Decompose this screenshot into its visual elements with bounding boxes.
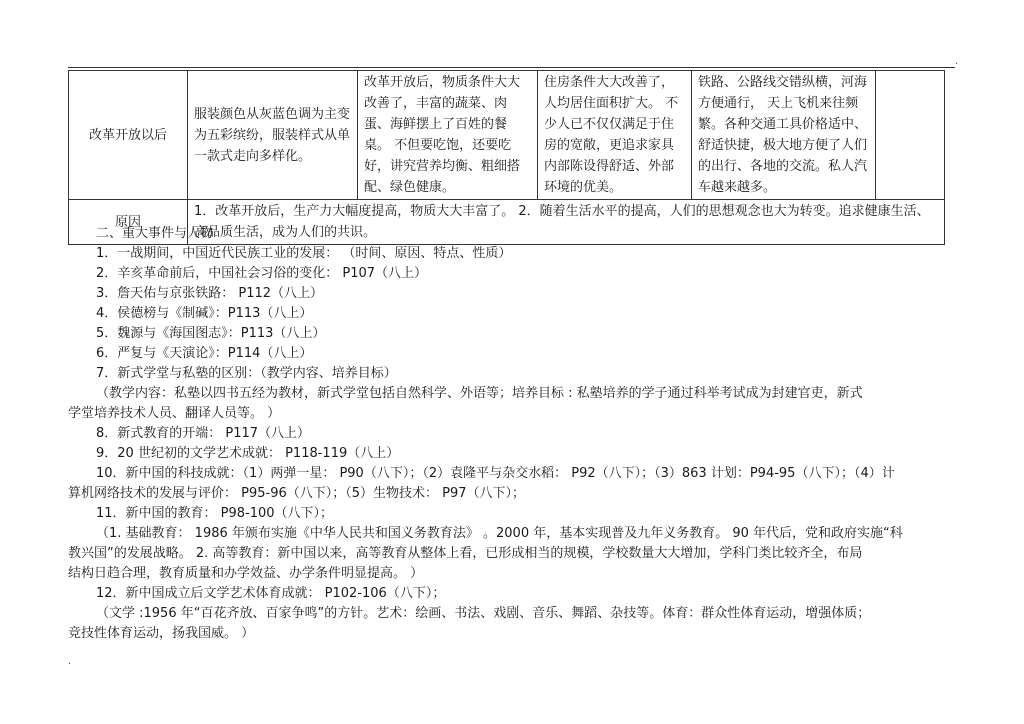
list-item: 7．新式学堂与私塾的区别：（教学内容、培养目标） bbox=[96, 366, 397, 381]
list-item: 4．侯德榜与《制碱》：P113（八上） bbox=[96, 306, 313, 321]
item7-detail-line1: （教学内容：私塾以四书五经为教材，新式学堂包括自然科学、外语等；培养目标 : 私塾培养的学子通过科举考试成为封建官吏，新式 bbox=[96, 386, 863, 401]
item10-line2: 算机网络技术的发展与评价： P95-96（八下）；（5）生物技术： P97（八下）； bbox=[68, 486, 526, 501]
events-section bbox=[68, 224, 958, 644]
cell-clothing: 服装颜色从灰蓝色调为主变为五彩缤纷，服装样式从单一款式走向多样化。 bbox=[188, 71, 358, 200]
cell-food: 改革开放后，物质条件大大改善了，丰富的蔬菜、肉蛋、海鲜摆上了百姓的餐桌。 不但要吃饱，还要吃好，讲究营养均衡、粗细搭配、绿色健康。 bbox=[358, 71, 538, 200]
row-label-reason: 原因 bbox=[69, 200, 188, 245]
item12-detail-line1: （文学 :1956 年“百花齐放、百家争鸣”的方针。艺术：绘画、书法、戏剧、音乐、舞蹈、杂技等。体育：群众性体育运动，增强体质； bbox=[96, 606, 871, 621]
cell-housing: 住房条件大大改善了，人均居住面积扩大。 不少人已不仅仅满足于住房的宽敞，更追求家具内部陈设得舒适、外部环境的优美。 bbox=[538, 71, 692, 200]
corner-dot-bottom: . bbox=[68, 656, 72, 667]
list-item: 12．新中国成立后文学艺术体育成就： P102-106（八下）； bbox=[96, 586, 446, 601]
item7-detail-line2: 学堂培养技术人员、翻译人员等。 ） bbox=[68, 406, 281, 421]
item10-line1: 10．新中国的科技成就：（1）两弹一星： P90（八下）；（2）袁隆平与杂交水稻： P92（八下）；（3）863 计划：P94-95（八下）；（4）计 bbox=[96, 466, 895, 481]
header-rule bbox=[68, 67, 955, 68]
list-item: 1．一战期间，中国近代民族工业的发展： （时间、原因、特点、性质） bbox=[96, 246, 512, 261]
item12-detail-line2: 竞技性体育运动，扬我国威。 ） bbox=[68, 626, 255, 641]
list-item: 8．新式教育的开端： P117（八上） bbox=[96, 426, 311, 441]
item11-detail-line2: 教兴国”的发展战略。 2. 高等教育：新中国以来，高等教育从整体上看，已形成相当的规模，学校数量大大增加，学科门类比较齐全，布局 bbox=[68, 546, 863, 561]
list-item: 9．20 世纪初的文学艺术成就： P118-119（八上） bbox=[96, 446, 400, 461]
item11-detail-line1: （1. 基础教育： 1986 年颁布实施《中华人民共和国义务教育法》 。2000 年，基本实现普及九年义务教育。 90 年代后，党和政府实施“科 bbox=[96, 526, 903, 541]
cell-extra bbox=[876, 71, 945, 200]
list-item: 11．新中国的教育： P98-100（八下）； bbox=[96, 506, 334, 521]
row-label-reform: 改革开放以后 bbox=[69, 71, 188, 200]
corner-dot-top: . bbox=[955, 56, 959, 67]
section-title: 二、重大事件与人物 bbox=[96, 226, 214, 241]
list-item: 6．严复与《天演论》：P114（八上） bbox=[96, 346, 313, 361]
list-item: 5．魏源与《海国图志》：P113（八上） bbox=[96, 326, 326, 341]
comparison-table bbox=[68, 70, 945, 245]
table-row-reform bbox=[69, 71, 945, 200]
item11-detail-line3: 结构日趋合理，教育质量和办学效益、办学条件明显提高。 ） bbox=[68, 566, 424, 581]
list-item: 2．辛亥革命前后，中国社会习俗的变化： P107（八上） bbox=[96, 266, 428, 281]
cell-transport: 铁路、公路线交错纵横，河海方便通行， 天上飞机来往频繁。各种交通工具价格适中、舒适快捷，极大地方便了人们的出行、各地的交流。私人汽车越来越多。 bbox=[692, 71, 876, 200]
list-item: 3．詹天佑与京张铁路： P112（八上） bbox=[96, 286, 324, 301]
cell-reason: 1．改革开放后，生产力大幅度提高，物质大大丰富了。 2．随着生活水平的提高，人们的思想观念也大为转变。追求健康生活、高品质生活，成为人们的共识。 bbox=[188, 200, 945, 245]
